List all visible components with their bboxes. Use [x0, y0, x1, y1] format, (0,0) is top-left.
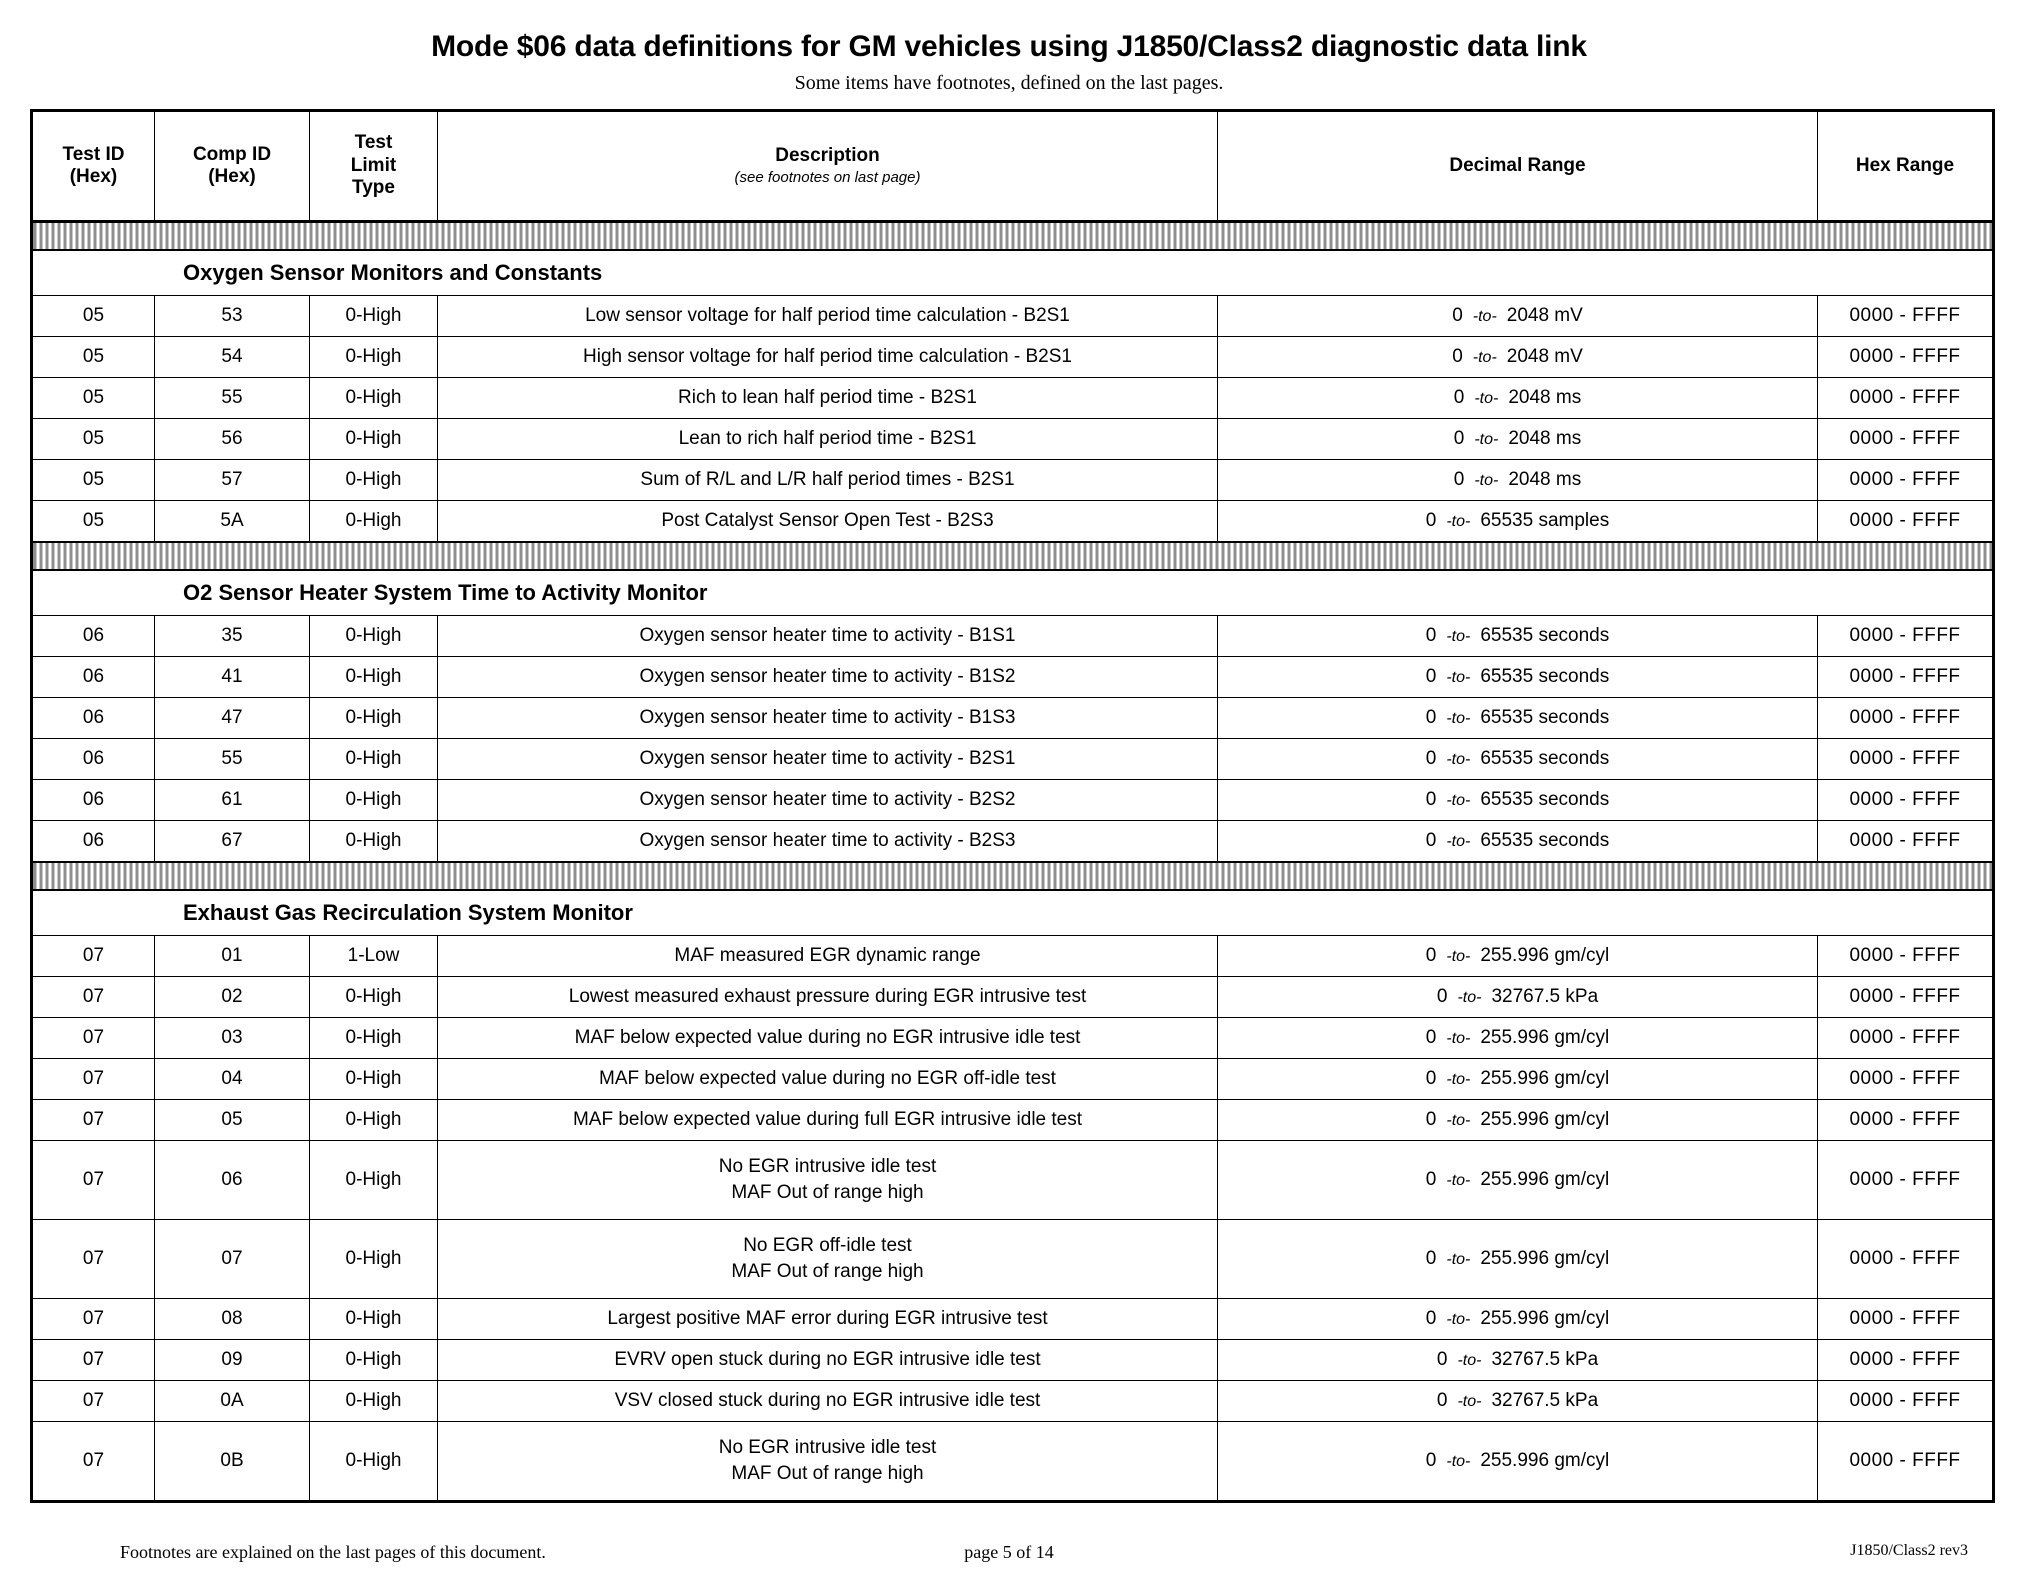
cell-description: Oxygen sensor heater time to activity - B1S2 — [438, 657, 1218, 698]
decimal-low: 0 — [1425, 1169, 1437, 1190]
cell-description: MAF below expected value during no EGR off-idle test — [438, 1059, 1218, 1100]
cell-test-limit-type: 0-High — [310, 378, 438, 419]
decimal-to-label: -to- — [1446, 833, 1471, 850]
mode06-data-table — [30, 109, 1995, 1503]
cell-test-id: 07 — [32, 1100, 155, 1141]
cell-test-limit-type: 0-High — [310, 460, 438, 501]
cell-test-limit-type: 0-High — [310, 1220, 438, 1299]
cell-test-id: 07 — [32, 1299, 155, 1340]
cell-decimal-range — [1218, 936, 1818, 977]
decimal-high: 255.996 gm/cyl — [1480, 1450, 1610, 1471]
table-row — [32, 780, 1994, 821]
decimal-high: 2048 ms — [1508, 469, 1582, 490]
cell-test-id: 07 — [32, 1340, 155, 1381]
cell-test-id: 06 — [32, 698, 155, 739]
decimal-high: 65535 seconds — [1480, 789, 1610, 810]
decimal-high: 2048 ms — [1508, 428, 1582, 449]
section-separator-band — [32, 862, 1994, 890]
decimal-low: 0 — [1453, 387, 1465, 408]
cell-description: Rich to lean half period time - B2S1 — [438, 378, 1218, 419]
cell-hex-range: 0000 - FFFF — [1818, 378, 1994, 419]
cell-test-limit-type: 0-High — [310, 419, 438, 460]
decimal-high: 65535 seconds — [1480, 830, 1610, 851]
cell-comp-id: 07 — [155, 1220, 310, 1299]
decimal-low: 0 — [1425, 830, 1437, 851]
cell-description: Oxygen sensor heater time to activity - B2S1 — [438, 739, 1218, 780]
cell-comp-id: 61 — [155, 780, 310, 821]
cell-description: Oxygen sensor heater time to activity - B1S3 — [438, 698, 1218, 739]
cell-test-limit-type: 0-High — [310, 1100, 438, 1141]
footer-page-number: page 5 of 14 — [964, 1542, 1054, 1562]
cell-hex-range: 0000 - FFFF — [1818, 501, 1994, 543]
cell-test-id: 07 — [32, 1059, 155, 1100]
cell-comp-id: 02 — [155, 977, 310, 1018]
decimal-to-label: -to- — [1457, 1352, 1482, 1369]
decimal-low: 0 — [1425, 1068, 1437, 1089]
decimal-to-label: -to- — [1446, 1172, 1471, 1189]
section-separator — [32, 542, 1994, 570]
column-header-limit-line3: Type — [352, 177, 395, 199]
table-row — [32, 1018, 1994, 1059]
column-header-hex-range: Hex Range — [1818, 111, 1994, 222]
table-header — [32, 111, 1994, 222]
table-row — [32, 1381, 1994, 1422]
section-separator — [32, 222, 1994, 251]
decimal-low: 0 — [1425, 945, 1437, 966]
decimal-low: 0 — [1452, 346, 1463, 367]
cell-description: MAF below expected value during no EGR intrusive idle test — [438, 1018, 1218, 1059]
decimal-high: 65535 seconds — [1480, 748, 1610, 769]
decimal-to-label: -to- — [1446, 628, 1471, 645]
cell-test-limit-type: 0-High — [310, 1141, 438, 1220]
cell-hex-range: 0000 - FFFF — [1818, 1422, 1994, 1502]
table-row — [32, 1220, 1994, 1299]
cell-test-limit-type: 0-High — [310, 1059, 438, 1100]
decimal-to-label: -to- — [1457, 1393, 1482, 1410]
table-row — [32, 657, 1994, 698]
cell-test-limit-type: 0-High — [310, 780, 438, 821]
cell-description: Oxygen sensor heater time to activity - B1S1 — [438, 616, 1218, 657]
cell-comp-id: 55 — [155, 378, 310, 419]
decimal-to-label: -to- — [1446, 1311, 1471, 1328]
cell-decimal-range — [1218, 1299, 1818, 1340]
table-row — [32, 378, 1994, 419]
cell-description: No EGR intrusive idle test MAF Out of range high — [438, 1422, 1218, 1502]
page-footer — [30, 1542, 1988, 1566]
cell-decimal-range — [1218, 1018, 1818, 1059]
decimal-low: 0 — [1425, 1450, 1437, 1471]
decimal-low: 0 — [1425, 1308, 1437, 1329]
cell-decimal-range — [1218, 1340, 1818, 1381]
decimal-high: 65535 seconds — [1480, 707, 1610, 728]
decimal-high: 65535 seconds — [1480, 625, 1610, 646]
cell-comp-id: 01 — [155, 936, 310, 977]
cell-comp-id: 67 — [155, 821, 310, 863]
table-row — [32, 698, 1994, 739]
cell-decimal-range — [1218, 1220, 1818, 1299]
cell-test-id: 05 — [32, 419, 155, 460]
cell-decimal-range — [1218, 616, 1818, 657]
cell-hex-range: 0000 - FFFF — [1818, 419, 1994, 460]
cell-test-id: 06 — [32, 739, 155, 780]
cell-decimal-range — [1218, 821, 1818, 863]
decimal-to-label: -to- — [1446, 1453, 1471, 1470]
decimal-to-label: -to- — [1457, 989, 1482, 1006]
cell-hex-range: 0000 - FFFF — [1818, 780, 1994, 821]
section-heading-row — [32, 250, 1994, 296]
cell-test-limit-type: 0-High — [310, 616, 438, 657]
footer-revision: J1850/Class2 rev3 — [1850, 1542, 1968, 1559]
cell-test-id: 06 — [32, 780, 155, 821]
cell-test-limit-type: 0-High — [310, 739, 438, 780]
table-row — [32, 460, 1994, 501]
cell-decimal-range — [1218, 698, 1818, 739]
cell-test-limit-type: 0-High — [310, 1381, 438, 1422]
column-header-decimal-range: Decimal Range — [1218, 111, 1818, 222]
cell-decimal-range — [1218, 780, 1818, 821]
section-separator — [32, 862, 1994, 890]
cell-description: MAF measured EGR dynamic range — [438, 936, 1218, 977]
decimal-to-label: -to- — [1446, 710, 1471, 727]
cell-test-id: 06 — [32, 616, 155, 657]
decimal-to-label: -to- — [1446, 1251, 1471, 1268]
decimal-low: 0 — [1425, 789, 1437, 810]
cell-hex-range: 0000 - FFFF — [1818, 698, 1994, 739]
column-header-description-text: Description — [775, 144, 880, 166]
cell-hex-range: 0000 - FFFF — [1818, 1340, 1994, 1381]
cell-decimal-range — [1218, 419, 1818, 460]
cell-comp-id: 06 — [155, 1141, 310, 1220]
cell-description: Sum of R/L and L/R half period times - B2S1 — [438, 460, 1218, 501]
column-header-comp-id — [155, 111, 310, 222]
section-separator-band — [32, 542, 1994, 570]
column-header-test-limit-type — [310, 111, 438, 222]
cell-test-id: 07 — [32, 977, 155, 1018]
cell-description: Oxygen sensor heater time to activity - B2S3 — [438, 821, 1218, 863]
cell-test-limit-type: 0-High — [310, 698, 438, 739]
cell-test-limit-type: 0-High — [310, 657, 438, 698]
cell-test-id: 05 — [32, 296, 155, 337]
cell-comp-id: 09 — [155, 1340, 310, 1381]
cell-hex-range: 0000 - FFFF — [1818, 460, 1994, 501]
section-heading-row — [32, 890, 1994, 936]
decimal-low: 0 — [1425, 748, 1437, 769]
cell-hex-range: 0000 - FFFF — [1818, 936, 1994, 977]
decimal-to-label: -to- — [1446, 669, 1471, 686]
decimal-low: 0 — [1453, 428, 1465, 449]
decimal-high: 65535 seconds — [1480, 666, 1610, 687]
cell-hex-range: 0000 - FFFF — [1818, 616, 1994, 657]
column-header-comp-id-line1: Comp ID — [192, 143, 272, 165]
cell-comp-id: 56 — [155, 419, 310, 460]
decimal-high: 255.996 gm/cyl — [1480, 1068, 1610, 1089]
cell-test-limit-type: 0-High — [310, 1299, 438, 1340]
decimal-to-label: -to- — [1446, 513, 1471, 530]
cell-description: High sensor voltage for half period time calculation - B2S1 — [438, 337, 1218, 378]
cell-description: VSV closed stuck during no EGR intrusive idle test — [438, 1381, 1218, 1422]
page-subtitle: Some items have footnotes, defined on the last pages. — [794, 72, 1224, 94]
cell-hex-range: 0000 - FFFF — [1818, 1220, 1994, 1299]
cell-decimal-range — [1218, 460, 1818, 501]
decimal-high: 255.996 gm/cyl — [1480, 945, 1610, 966]
cell-comp-id: 03 — [155, 1018, 310, 1059]
decimal-low: 0 — [1453, 469, 1465, 490]
table-row — [32, 936, 1994, 977]
cell-decimal-range — [1218, 296, 1818, 337]
decimal-low: 0 — [1425, 1248, 1437, 1269]
column-header-test-id-line2: (Hex) — [69, 166, 118, 187]
cell-decimal-range — [1218, 1059, 1818, 1100]
column-header-description-note: (see footnotes on last page) — [734, 169, 921, 187]
cell-test-limit-type: 0-High — [310, 501, 438, 543]
table-row — [32, 296, 1994, 337]
cell-hex-range: 0000 - FFFF — [1818, 337, 1994, 378]
section-heading: Exhaust Gas Recirculation System Monitor — [32, 890, 1994, 936]
decimal-low: 0 — [1425, 707, 1437, 728]
cell-comp-id: 55 — [155, 739, 310, 780]
cell-description: Low sensor voltage for half period time calculation - B2S1 — [438, 296, 1218, 337]
decimal-low: 0 — [1436, 1390, 1448, 1411]
cell-test-limit-type: 1-Low — [310, 936, 438, 977]
cell-comp-id: 47 — [155, 698, 310, 739]
cell-description: EVRV open stuck during no EGR intrusive idle test — [438, 1340, 1218, 1381]
cell-comp-id: 53 — [155, 296, 310, 337]
table-row — [32, 501, 1994, 543]
cell-test-id: 07 — [32, 1141, 155, 1220]
decimal-low: 0 — [1425, 666, 1437, 687]
cell-decimal-range — [1218, 378, 1818, 419]
decimal-to-label: -to- — [1474, 390, 1499, 407]
cell-hex-range: 0000 - FFFF — [1818, 1100, 1994, 1141]
cell-decimal-range — [1218, 739, 1818, 780]
cell-comp-id: 41 — [155, 657, 310, 698]
cell-test-id: 06 — [32, 821, 155, 863]
column-header-comp-id-line2: (Hex) — [208, 166, 256, 187]
decimal-high: 32767.5 kPa — [1491, 1390, 1599, 1411]
cell-test-id: 07 — [32, 936, 155, 977]
cell-description: No EGR off-idle test MAF Out of range high — [438, 1220, 1218, 1299]
cell-test-limit-type: 0-High — [310, 977, 438, 1018]
decimal-to-label: -to- — [1472, 308, 1497, 325]
cell-description: Lowest measured exhaust pressure during EGR intrusive test — [438, 977, 1218, 1018]
cell-decimal-range — [1218, 1141, 1818, 1220]
decimal-to-label: -to- — [1446, 1112, 1471, 1129]
cell-test-limit-type: 0-High — [310, 821, 438, 863]
section-heading: Oxygen Sensor Monitors and Constants — [32, 250, 1994, 296]
section-separator-band — [32, 222, 1994, 251]
cell-description: No EGR intrusive idle test MAF Out of range high — [438, 1141, 1218, 1220]
decimal-low: 0 — [1436, 1349, 1448, 1370]
column-header-test-id-line1: Test ID — [62, 143, 125, 165]
cell-comp-id: 5A — [155, 501, 310, 543]
cell-decimal-range — [1218, 501, 1818, 543]
cell-decimal-range — [1218, 1422, 1818, 1502]
decimal-high: 65535 samples — [1480, 510, 1610, 531]
table-row — [32, 419, 1994, 460]
table-row — [32, 821, 1994, 863]
decimal-high: 2048 mV — [1506, 346, 1583, 367]
cell-hex-range: 0000 - FFFF — [1818, 1018, 1994, 1059]
decimal-high: 2048 mV — [1506, 305, 1583, 326]
column-header-description — [438, 111, 1218, 222]
table-row — [32, 1059, 1994, 1100]
column-header-test-id — [32, 111, 155, 222]
decimal-to-label: -to- — [1474, 431, 1499, 448]
cell-test-id: 07 — [32, 1018, 155, 1059]
table-row — [32, 1299, 1994, 1340]
decimal-high: 255.996 gm/cyl — [1480, 1248, 1610, 1269]
decimal-low: 0 — [1425, 1109, 1437, 1130]
cell-test-id: 06 — [32, 657, 155, 698]
cell-hex-range: 0000 - FFFF — [1818, 1381, 1994, 1422]
cell-test-limit-type: 0-High — [310, 1018, 438, 1059]
table-row — [32, 1422, 1994, 1502]
cell-comp-id: 05 — [155, 1100, 310, 1141]
cell-comp-id: 04 — [155, 1059, 310, 1100]
cell-test-id: 07 — [32, 1422, 155, 1502]
cell-decimal-range — [1218, 657, 1818, 698]
cell-comp-id: 57 — [155, 460, 310, 501]
table-row — [32, 1100, 1994, 1141]
cell-test-id: 05 — [32, 337, 155, 378]
cell-comp-id: 0B — [155, 1422, 310, 1502]
decimal-high: 32767.5 kPa — [1491, 986, 1599, 1007]
decimal-high: 2048 ms — [1508, 387, 1582, 408]
cell-test-id: 05 — [32, 460, 155, 501]
cell-decimal-range — [1218, 977, 1818, 1018]
table-row — [32, 977, 1994, 1018]
decimal-to-label: -to- — [1446, 792, 1471, 809]
cell-comp-id: 0A — [155, 1381, 310, 1422]
column-header-limit-line1: Test — [354, 132, 393, 154]
column-header-limit-line2: Limit — [350, 154, 397, 176]
decimal-to-label: -to- — [1474, 472, 1499, 489]
decimal-to-label: -to- — [1446, 1071, 1471, 1088]
cell-decimal-range — [1218, 1100, 1818, 1141]
section-heading-row — [32, 570, 1994, 616]
decimal-low: 0 — [1452, 305, 1463, 326]
table-row — [32, 337, 1994, 378]
table-row — [32, 616, 1994, 657]
decimal-high: 255.996 gm/cyl — [1480, 1109, 1610, 1130]
cell-hex-range: 0000 - FFFF — [1818, 977, 1994, 1018]
cell-decimal-range — [1218, 1381, 1818, 1422]
page-title: Mode $06 data definitions for GM vehicles using J1850/Class2 diagnostic data link — [431, 30, 1587, 63]
cell-hex-range: 0000 - FFFF — [1818, 1141, 1994, 1220]
decimal-high: 255.996 gm/cyl — [1480, 1308, 1610, 1329]
cell-test-id: 07 — [32, 1381, 155, 1422]
cell-test-limit-type: 0-High — [310, 1340, 438, 1381]
decimal-low: 0 — [1425, 510, 1437, 531]
cell-comp-id: 08 — [155, 1299, 310, 1340]
table-body — [32, 222, 1994, 1502]
footer-note: Footnotes are explained on the last pages of this document. — [120, 1542, 546, 1562]
decimal-low: 0 — [1425, 1027, 1437, 1048]
cell-description: Post Catalyst Sensor Open Test - B2S3 — [438, 501, 1218, 543]
cell-test-limit-type: 0-High — [310, 296, 438, 337]
decimal-to-label: -to- — [1446, 948, 1471, 965]
cell-test-id: 05 — [32, 501, 155, 543]
cell-comp-id: 54 — [155, 337, 310, 378]
cell-hex-range: 0000 - FFFF — [1818, 1059, 1994, 1100]
cell-hex-range: 0000 - FFFF — [1818, 739, 1994, 780]
cell-hex-range: 0000 - FFFF — [1818, 1299, 1994, 1340]
table-row — [32, 1141, 1994, 1220]
cell-test-id: 05 — [32, 378, 155, 419]
cell-description: MAF below expected value during full EGR intrusive idle test — [438, 1100, 1218, 1141]
table-row — [32, 739, 1994, 780]
cell-decimal-range — [1218, 337, 1818, 378]
decimal-low: 0 — [1425, 625, 1437, 646]
section-heading: O2 Sensor Heater System Time to Activity Monitor — [32, 570, 1994, 616]
cell-hex-range: 0000 - FFFF — [1818, 657, 1994, 698]
decimal-high: 255.996 gm/cyl — [1480, 1169, 1610, 1190]
decimal-high: 255.996 gm/cyl — [1480, 1027, 1610, 1048]
cell-description: Oxygen sensor heater time to activity - B2S2 — [438, 780, 1218, 821]
cell-hex-range: 0000 - FFFF — [1818, 821, 1994, 863]
cell-test-id: 07 — [32, 1220, 155, 1299]
cell-test-limit-type: 0-High — [310, 337, 438, 378]
cell-test-limit-type: 0-High — [310, 1422, 438, 1502]
cell-description: Largest positive MAF error during EGR intrusive test — [438, 1299, 1218, 1340]
decimal-high: 32767.5 kPa — [1491, 1349, 1599, 1370]
decimal-low: 0 — [1436, 986, 1448, 1007]
cell-description: Lean to rich half period time - B2S1 — [438, 419, 1218, 460]
decimal-to-label: -to- — [1446, 751, 1471, 768]
decimal-to-label: -to- — [1472, 349, 1497, 366]
cell-hex-range: 0000 - FFFF — [1818, 296, 1994, 337]
table-row — [32, 1340, 1994, 1381]
decimal-to-label: -to- — [1446, 1030, 1471, 1047]
cell-comp-id: 35 — [155, 616, 310, 657]
